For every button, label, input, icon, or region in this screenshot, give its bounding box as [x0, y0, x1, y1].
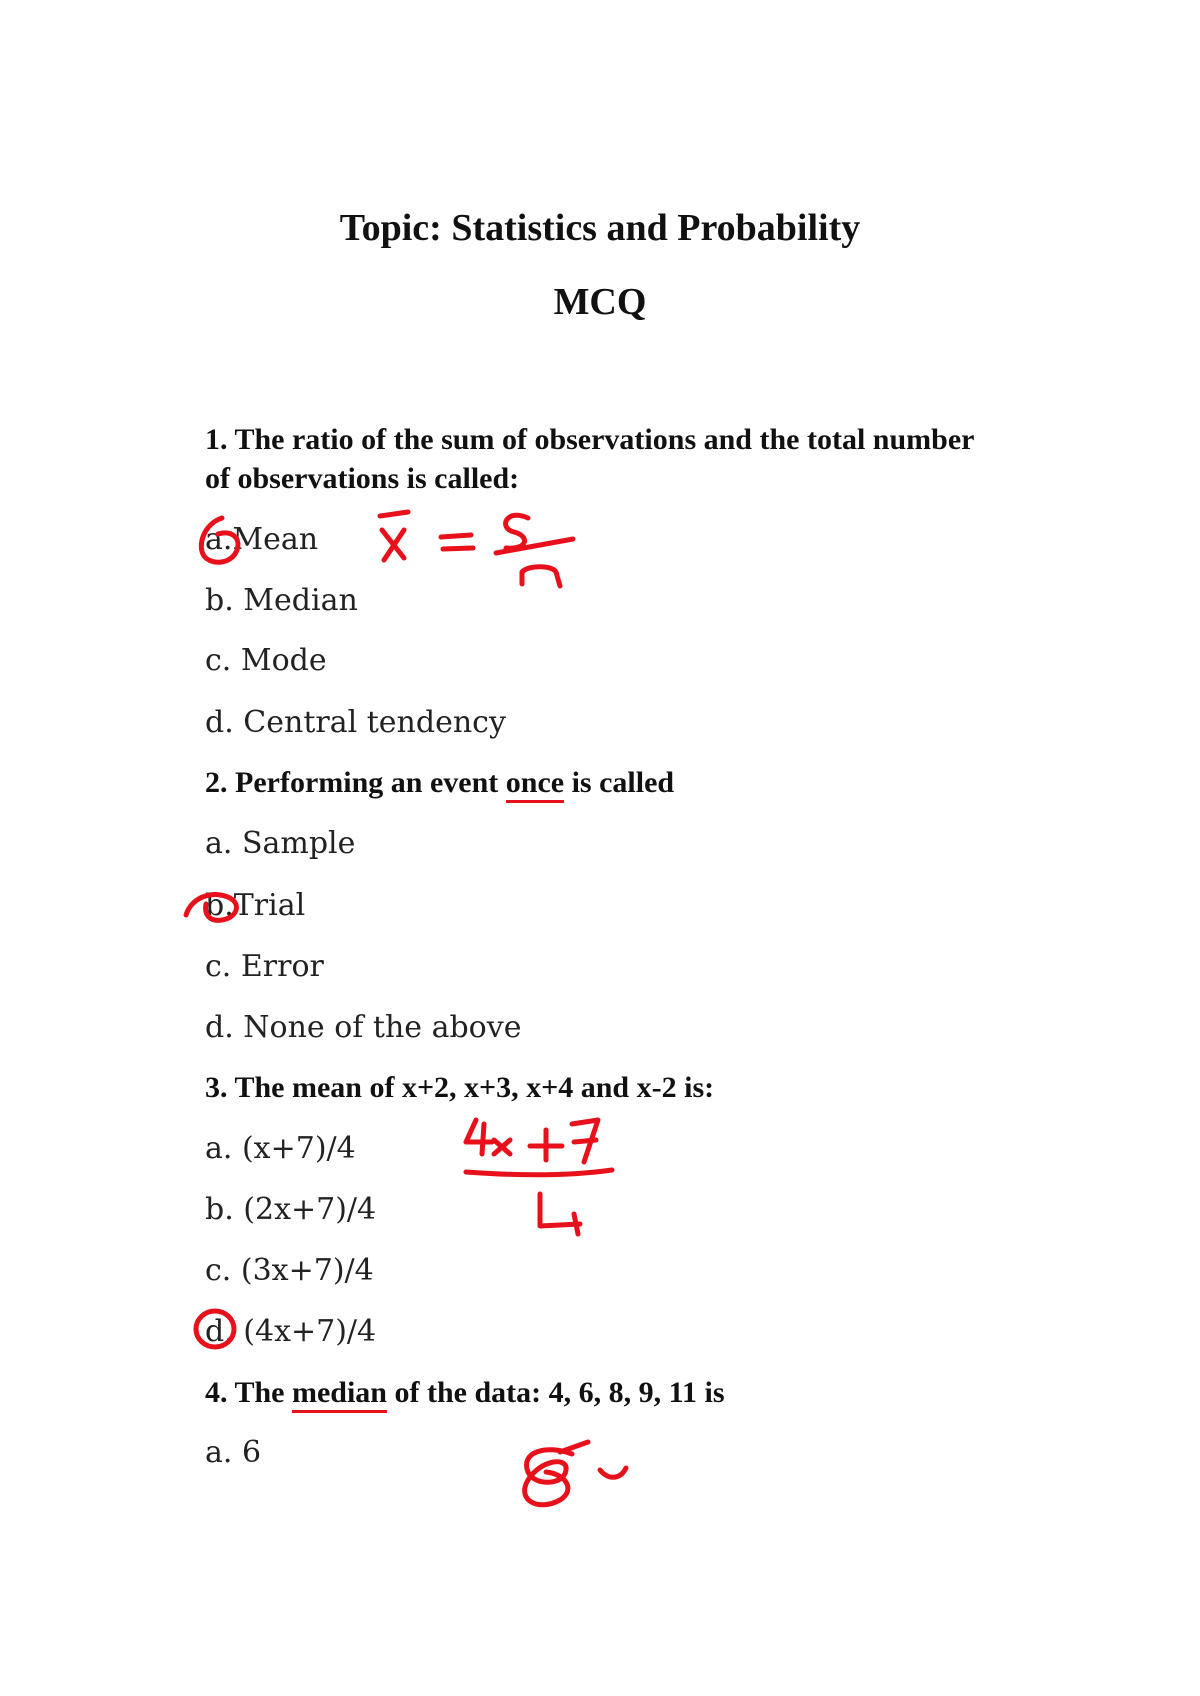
question-text: The ratio of the sum of observations and the total number of observations is called:	[205, 423, 974, 495]
question-2-option-c: c. Error	[205, 949, 324, 984]
question-2-option-a: a. Sample	[205, 826, 356, 861]
page-title: Topic: Statistics and Probability	[339, 207, 861, 249]
underlined-word: median	[292, 1376, 387, 1413]
question-1-option-a: a.Mean	[205, 522, 319, 557]
question-2-option-d: d. None of the above	[205, 1010, 522, 1045]
question-4-option-a: a. 6	[205, 1435, 262, 1470]
question-1-option-d: d. Central tendency	[205, 705, 506, 740]
question-number: 2.	[205, 766, 228, 799]
question-number: 4.	[205, 1376, 228, 1409]
question-1-option-c: c. Mode	[205, 643, 327, 678]
handwritten-note-mean-formula	[380, 512, 573, 586]
question-text: Performing an event once is called	[235, 766, 674, 803]
question-4	[205, 1373, 1005, 1412]
question-1	[205, 420, 1005, 498]
question-3-option-a: a. (x+7)/4	[205, 1131, 356, 1166]
question-3-option-d: d. (4x+7)/4	[205, 1314, 377, 1349]
question-text: The mean of x+2, x+3, x+4 and x-2 is:	[234, 1071, 715, 1104]
underlined-word: once	[506, 766, 564, 803]
handwritten-note-mean-answer	[466, 1120, 612, 1234]
question-1-option-b: b. Median	[205, 583, 358, 618]
question-3-option-c: c. (3x+7)/4	[205, 1253, 374, 1288]
handwritten-note-median-answer	[525, 1442, 626, 1505]
question-3-option-b: b. (2x+7)/4	[205, 1192, 377, 1227]
question-number: 1.	[205, 423, 228, 456]
question-3	[205, 1068, 1005, 1107]
question-2	[205, 763, 1005, 802]
question-2-option-b: b.Trial	[205, 888, 306, 923]
question-text: The median of the data: 4, 6, 8, 9, 11 is	[234, 1376, 724, 1413]
question-number: 3.	[205, 1071, 228, 1104]
page-subtitle: MCQ	[553, 281, 647, 323]
